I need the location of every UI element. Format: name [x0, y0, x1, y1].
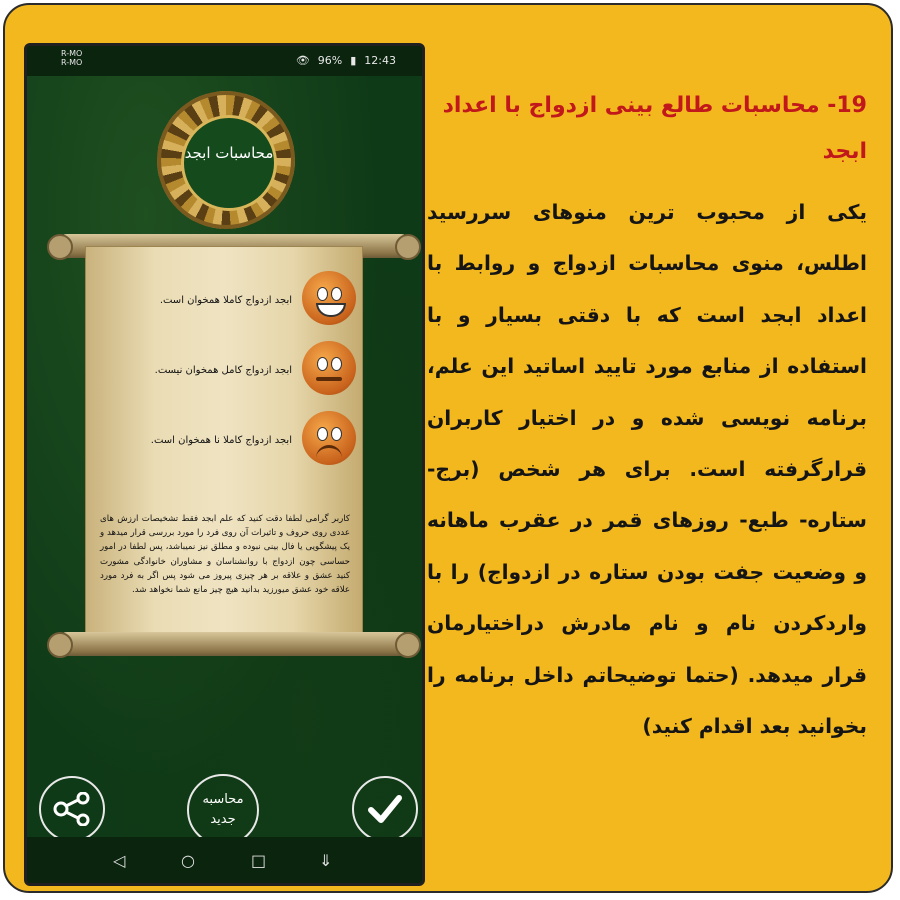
back-button[interactable]: ◁ [113, 851, 126, 870]
card-frame [3, 3, 893, 893]
abjad-emblem [157, 91, 295, 229]
carrier-bottom: R-MO [61, 58, 83, 67]
clock: 12:43 [364, 54, 396, 67]
happy-face-icon [302, 271, 356, 325]
article-title: 19- محاسبات طالع بینی ازدواج با اعداد ابجد [442, 93, 867, 164]
disclaimer-text: کاربر گرامی لطفا دقت کنید که علم ابجد فقط تشخیصات ارزش های عددی روی حروف و تاثیرات آن روی فرد را مورد بررسی قرار میدهد و یک پیشگویی یا فال بینی نبوده و مطلق نیز نمیباشد، پس لطفا در امور حساسی چون ازدواج با روانشناسان و مشاوران خانوادگی مشورت کنید عشق و علاقه بر هر چیزی پیروز می شود پس اگر به فرد مورد علاقه خود عشق میورزید بدانید هیچ چیز مانع شما نخواهد شد. [100, 514, 350, 596]
status-right [296, 54, 396, 67]
eye-icon: 👁 [295, 54, 310, 67]
new-calculation-button[interactable]: محاسبه جدید [187, 774, 259, 846]
neutral-face-icon [302, 341, 356, 395]
result-label: ابجد ازدواج کاملا نا همخوان است. [150, 435, 292, 446]
android-nav-bar [27, 837, 422, 883]
scroll-knob-left [47, 632, 73, 658]
home-button[interactable]: ○ [181, 851, 195, 870]
battery-level: 96% [317, 54, 343, 67]
check-icon [367, 794, 403, 824]
scroll-knob-right [395, 234, 421, 260]
carrier-info [61, 49, 82, 67]
result-label: ابجد ازدواج کامل همخوان نیست. [154, 365, 292, 376]
result-row-happy [86, 271, 362, 341]
confirm-button[interactable] [352, 776, 418, 842]
scroll-knob-right [395, 632, 421, 658]
share-button[interactable] [39, 776, 105, 842]
result-scroll [85, 246, 363, 640]
share-icon [53, 792, 91, 826]
scroll-bottom-roll [55, 632, 413, 656]
status-bar [27, 46, 422, 76]
carrier-top: R-MO [61, 49, 83, 58]
menu-button[interactable]: ⇓ [319, 851, 333, 870]
result-row-neutral [86, 341, 362, 411]
phone-screenshot [24, 43, 425, 886]
result-label: ابجد ازدواج کاملا همخوان است. [159, 295, 292, 306]
article-body: یکی از محبوب ترین منوهای سررسید اطلس، منوی محاسبات ازدواج و روابط با اعداد ابجد است که با دقتی بسیار و با استفاده از منابع مورد تایید اساتید این علم، برنامه نویسی شده و در اختیار کاربران قرارگرفته است. برای هر شخص (برج- ستاره- طبع- روزهای قمر در عقرب ماهانه و وضعیت جفت بودن ستاره در ازدواج) را با واردکردن نام و نام مادرش دراختیارمان قرار میدهد. (حتما توضیحاتم داخل برنامه را بخوانید بعد اقدام کنید) [427, 200, 867, 739]
battery-icon: ▮ [350, 54, 357, 67]
scroll-knob-left [47, 234, 73, 260]
recents-button[interactable]: □ [251, 851, 267, 870]
emblem-center [181, 115, 277, 211]
emblem-text: محاسبات ابجد [184, 144, 274, 162]
sad-face-icon [302, 411, 356, 465]
result-row-sad [86, 411, 362, 481]
